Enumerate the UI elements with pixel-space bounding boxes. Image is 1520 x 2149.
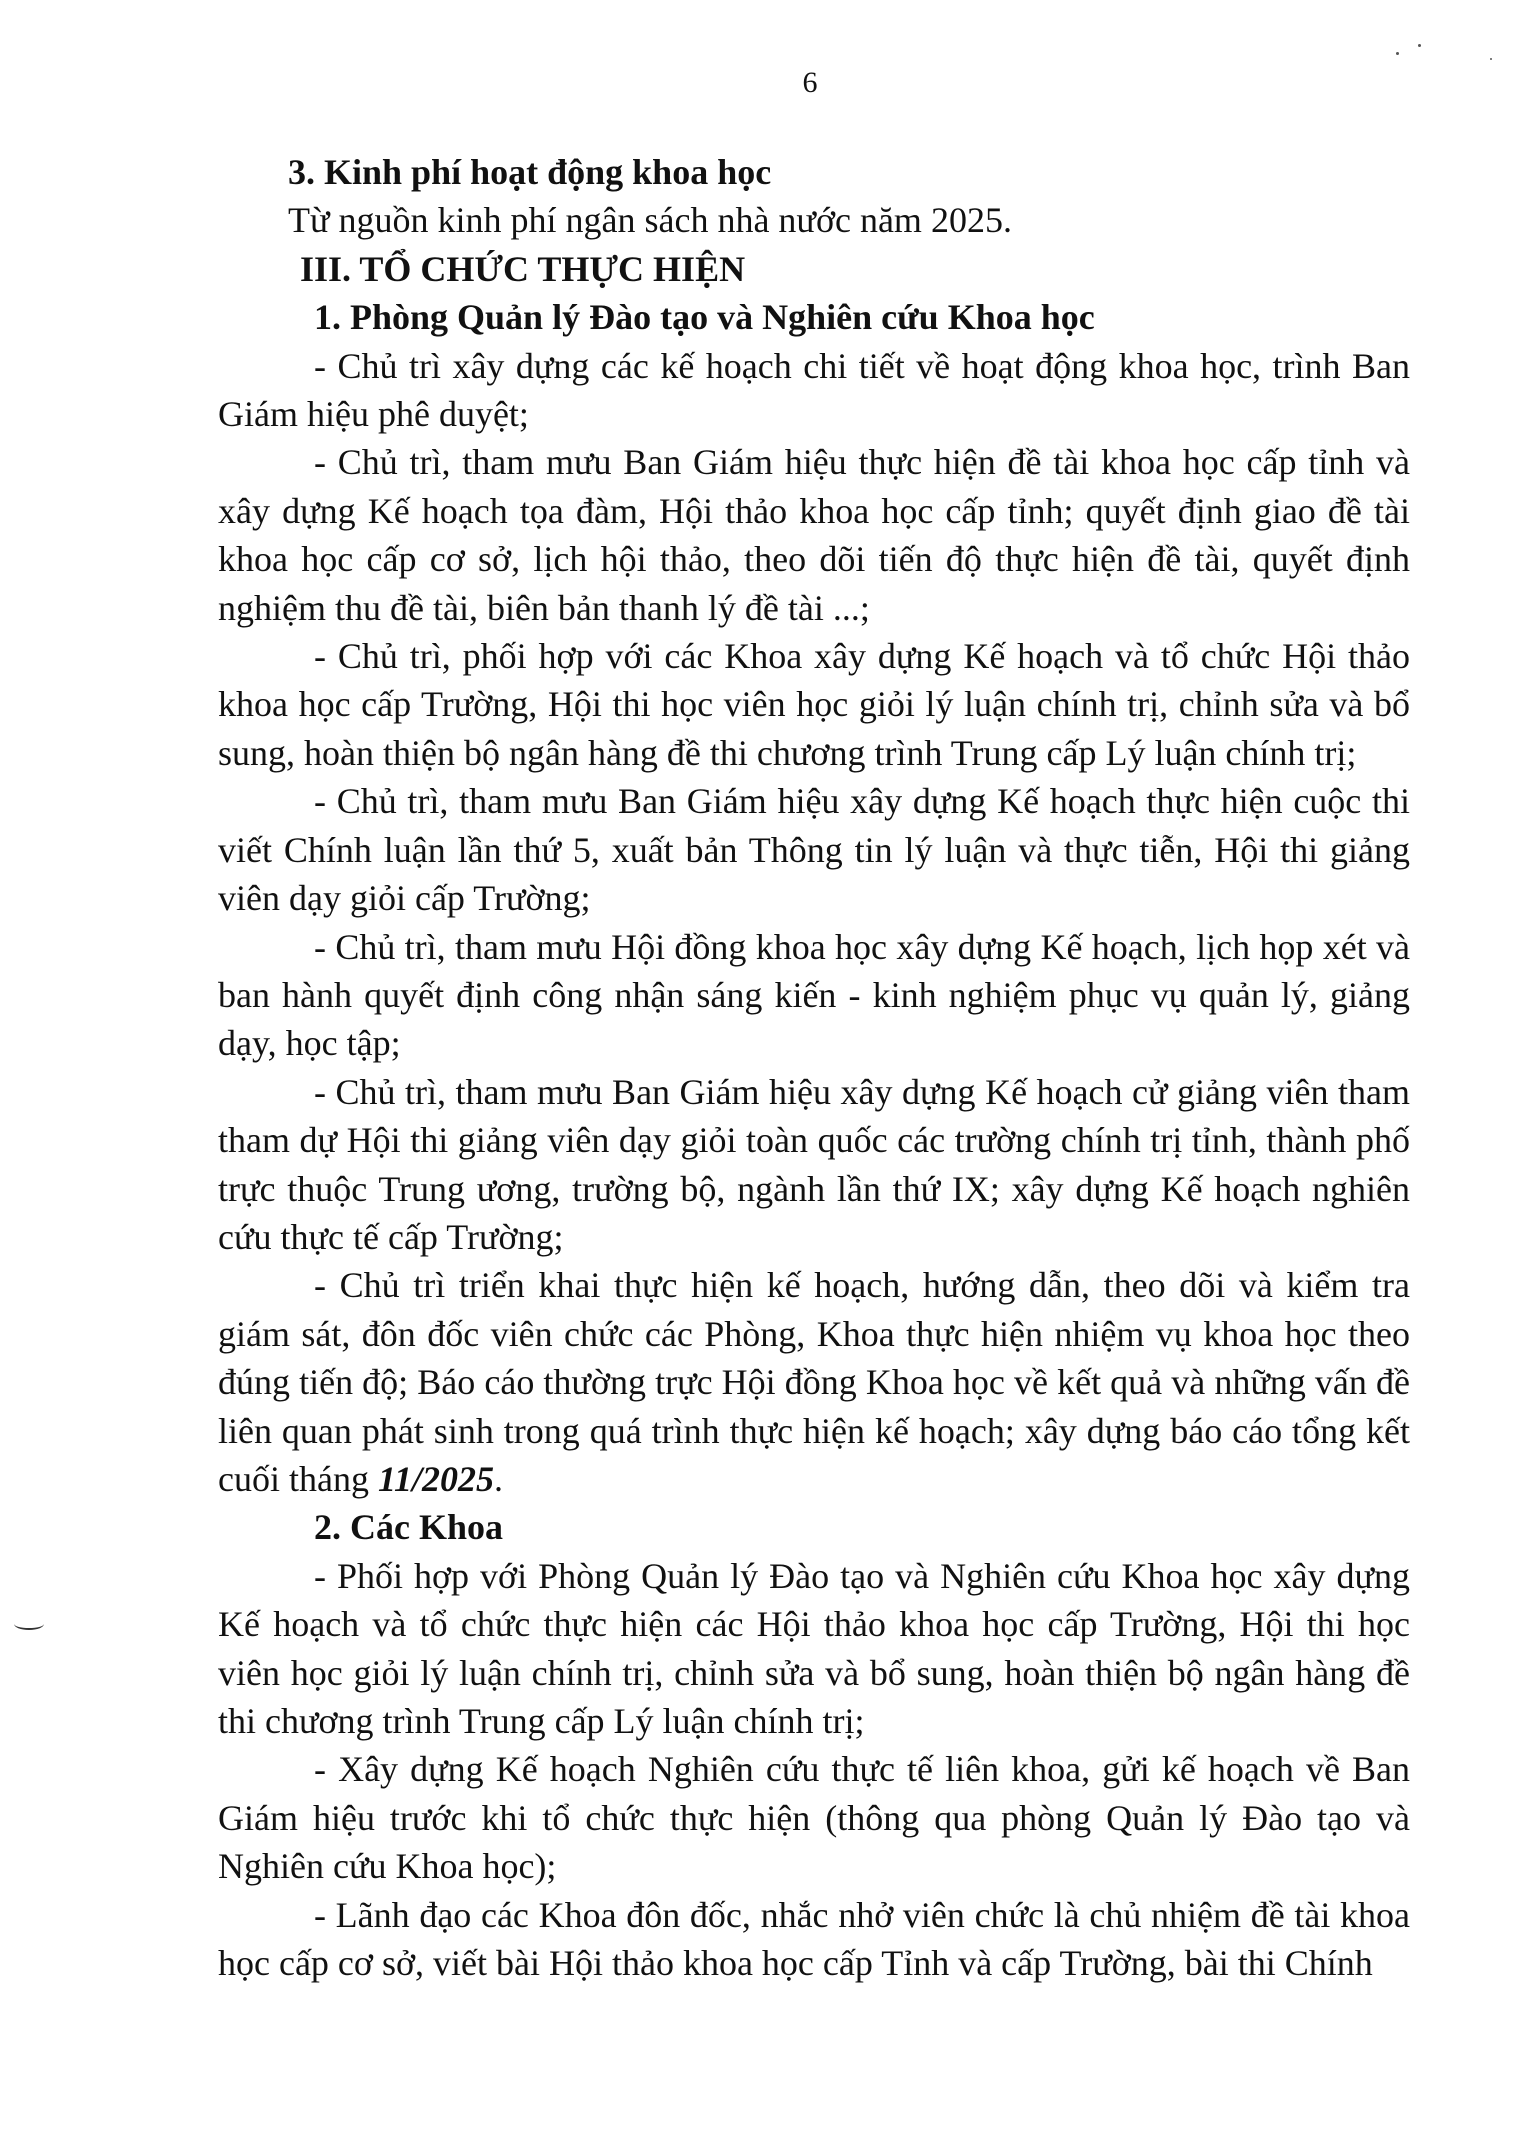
item-1-last-text: - Chủ trì triển khai thực hiện kế hoạch, hướng dẫn, theo dõi và kiểm tra giám sát, đôn đốc viên chức các Phòng, Khoa thực hiện nhiệm vụ khoa học theo đúng tiến độ; Báo cáo thường trực Hội đồng Khoa học về kết quả và những vấn đề liên quan phát sinh trong quá trình thực hiện kế hoạch; xây dựng báo cáo tổng kết cuối tháng (218, 1265, 1410, 1499)
scan-speck (1396, 52, 1399, 55)
part-3-heading: III. TỔ CHỨC THỰC HIỆN (300, 248, 746, 289)
scan-speck (1418, 44, 1421, 47)
item-1-paragraph: - Chủ trì, tham mưu Hội đồng khoa học xây dựng Kế hoạch, lịch họp xét và ban hành quyết định công nhận sáng kiến - kinh nghiệm phục vụ quản lý, giảng dạy, học tập; (218, 926, 1410, 1064)
item-2-paragraph: - Xây dựng Kế hoạch Nghiên cứu thực tế liên khoa, gửi kế hoạch về Ban Giám hiệu trước khi tổ chức thực hiện (thông qua phòng Quản lý Đào tạo và Nghiên cứu Khoa học); (218, 1749, 1410, 1887)
item-1-paragraph: - Chủ trì, phối hợp với các Khoa xây dựng Kế hoạch và tổ chức Hội thảo khoa học cấp Trường, Hội thi học viên học giỏi lý luận chính trị, chỉnh sửa và bổ sung, hoàn thiện bộ ngân hàng đề thi chương trình Trung cấp Lý luận chính trị; (218, 636, 1410, 773)
item-1-paragraph: - Chủ trì, tham mưu Ban Giám hiệu xây dựng Kế hoạch cử giảng viên tham tham dự Hội thi giảng viên dạy giỏi toàn quốc các trường chính trị tỉnh, thành phố trực thuộc Trung ương, trường bộ, ngành lần thứ IX; xây dựng Kế hoạch nghiên cứu thực tế cấp Trường; (218, 1071, 1410, 1257)
item-1-paragraph: - Chủ trì, tham mưu Ban Giám hiệu xây dựng Kế hoạch thực hiện cuộc thi viết Chính luận lần thứ 5, xuất bản Thông tin lý luận và thực tiễn, Hội thi giảng viên dạy giỏi cấp Trường; (218, 781, 1410, 919)
item-1-paragraph: - Chủ trì xây dựng các kế hoạch chi tiết về hoạt động khoa học, trình Ban Giám hiệu phê duyệt; (218, 345, 1410, 435)
page-number: 6 (802, 66, 818, 99)
deadline-date: 11/2025 (377, 1458, 494, 1499)
section-3-text: Từ nguồn kinh phí ngân sách nhà nước năm 2025. (288, 200, 1012, 241)
item-1-paragraph (218, 1261, 1410, 1503)
scan-margin-mark (14, 1618, 44, 1630)
document-body (218, 148, 1410, 1987)
item-2-paragraph: - Lãnh đạo các Khoa đôn đốc, nhắc nhở viên chức là chủ nhiệm đề tài khoa học cấp cơ sở, viết bài Hội thảo khoa học cấp Tỉnh và cấp Trường, bài thi Chính (218, 1894, 1410, 1984)
scan-speck (1490, 58, 1492, 60)
item-1-last-end: . (493, 1458, 503, 1499)
item-1-heading: 1. Phòng Quản lý Đào tạo và Nghiên cứu Khoa học (314, 297, 1095, 338)
item-1-paragraph: - Chủ trì, tham mưu Ban Giám hiệu thực hiện đề tài khoa học cấp tỉnh và xây dựng Kế hoạch tọa đàm, Hội thảo khoa học cấp tỉnh; quyết định giao đề tài khoa học cấp cơ sở, lịch hội thảo, theo dõi tiến độ thực hiện đề tài, quyết định nghiệm thu đề tài, biên bản thanh lý đề tài ...; (218, 442, 1410, 628)
section-3-heading: 3. Kinh phí hoạt động khoa học (288, 152, 772, 192)
item-2-heading: 2. Các Khoa (314, 1507, 503, 1548)
item-2-paragraph: - Phối hợp với Phòng Quản lý Đào tạo và Nghiên cứu Khoa học xây dựng Kế hoạch và tổ chức thực hiện các Hội thảo khoa học cấp Trường, Hội thi học viên học giỏi lý luận chính trị, chỉnh sửa và bổ sung, hoàn thiện bộ ngân hàng đề thi chương trình Trung cấp Lý luận chính trị; (218, 1555, 1410, 1741)
